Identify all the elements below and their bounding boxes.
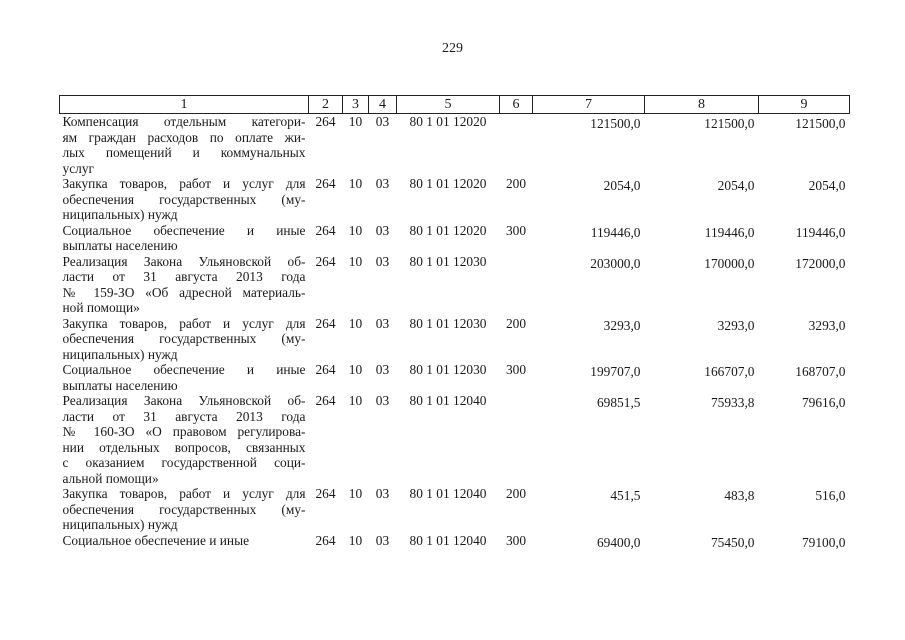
subsection-code: 03 bbox=[375, 362, 390, 377]
amount-year-1: 121500,0 bbox=[590, 116, 641, 131]
subsection-code: 03 bbox=[375, 393, 390, 408]
section-code: 10 bbox=[348, 222, 363, 238]
row-name-line: обеспечения государственных (му- bbox=[62, 501, 306, 517]
row-name bbox=[60, 533, 309, 554]
amount-year-1: 119446,0 bbox=[590, 224, 641, 240]
section-code: 10 bbox=[348, 393, 363, 408]
expense-type-code: 300 bbox=[505, 362, 527, 377]
table-row bbox=[60, 114, 850, 177]
target-article-code: 80 1 01 12020 bbox=[409, 114, 487, 129]
admin-code: 264 bbox=[315, 532, 336, 548]
column-header: 5 bbox=[397, 96, 500, 114]
target-article-code: 80 1 01 12040 bbox=[409, 486, 487, 501]
expense-type-code: 200 bbox=[505, 486, 527, 501]
target-article-code: 80 1 01 12030 bbox=[409, 362, 487, 377]
admin-code: 264 bbox=[315, 486, 336, 501]
amount-year-1: 2054,0 bbox=[603, 178, 641, 193]
subsection-code: 03 bbox=[375, 532, 390, 548]
column-header: 3 bbox=[343, 96, 369, 114]
section-code: 10 bbox=[348, 362, 363, 377]
expense-type-code bbox=[500, 254, 533, 316]
amount-year-1: 199707,0 bbox=[590, 364, 641, 379]
subsection-code: 03 bbox=[375, 486, 390, 501]
table-row bbox=[60, 176, 850, 223]
amount-year-1: 203000,0 bbox=[590, 255, 641, 271]
row-name bbox=[60, 114, 309, 177]
amount-year-3: 121500,0 bbox=[795, 116, 846, 131]
column-header: 6 bbox=[500, 96, 533, 114]
admin-code: 264 bbox=[315, 222, 336, 238]
row-name bbox=[60, 486, 309, 533]
column-header: 9 bbox=[759, 96, 850, 114]
admin-code: 264 bbox=[315, 315, 336, 331]
amount-year-1: 3293,0 bbox=[603, 317, 641, 333]
amount-year-2: 75450,0 bbox=[710, 534, 755, 550]
target-article-code: 80 1 01 12020 bbox=[409, 222, 487, 238]
row-name bbox=[60, 362, 309, 393]
row-name-line: Реализация Закона Ульяновской об- bbox=[62, 393, 306, 408]
table-row bbox=[60, 486, 850, 533]
admin-code: 264 bbox=[315, 253, 336, 269]
table-row bbox=[60, 316, 850, 363]
column-header: 8 bbox=[645, 96, 759, 114]
row-name-line: обеспечения государственных (му- bbox=[62, 331, 306, 346]
budget-table bbox=[59, 95, 850, 553]
row-name-line: Социальное обеспечение и иные bbox=[62, 532, 250, 548]
row-name bbox=[60, 254, 309, 316]
admin-code: 264 bbox=[315, 393, 336, 408]
row-name-line: с оказанием государственной соци- bbox=[62, 455, 306, 470]
row-name-line: Социальное обеспечение и иные bbox=[62, 222, 306, 238]
expense-type-code bbox=[500, 393, 533, 486]
table-body bbox=[60, 114, 850, 554]
row-name-line: ласти от 31 августа 2013 года bbox=[62, 269, 306, 284]
row-name-line: нии отдельных вопросов, связанных bbox=[62, 439, 306, 455]
expense-type-code: 200 bbox=[505, 176, 527, 191]
amount-year-2: 483,8 bbox=[724, 488, 755, 503]
amount-year-1: 451,5 bbox=[610, 488, 641, 503]
target-article-code: 80 1 01 12040 bbox=[409, 532, 487, 548]
amount-year-3: 79616,0 bbox=[801, 395, 846, 410]
subsection-code: 03 bbox=[375, 176, 390, 191]
row-name bbox=[60, 393, 309, 486]
amount-year-2: 75933,8 bbox=[710, 395, 755, 410]
column-header: 7 bbox=[533, 96, 645, 114]
amount-year-2: 3293,0 bbox=[717, 317, 755, 333]
row-name-line: выплаты населению bbox=[62, 377, 178, 393]
section-code: 10 bbox=[348, 176, 363, 191]
row-name bbox=[60, 316, 309, 363]
row-name bbox=[60, 176, 309, 223]
row-name-line: Реализация Закона Ульяновской об- bbox=[62, 253, 306, 269]
header-row bbox=[60, 96, 850, 114]
target-article-code: 80 1 01 12030 bbox=[409, 315, 487, 331]
row-name-line: услуг bbox=[62, 160, 95, 176]
subsection-code: 03 bbox=[375, 315, 390, 331]
column-header: 1 bbox=[60, 96, 309, 114]
row-name-line: Закупка товаров, работ и услуг для bbox=[62, 486, 306, 501]
admin-code: 264 bbox=[315, 176, 336, 191]
subsection-code: 03 bbox=[375, 253, 390, 269]
amount-year-3: 168707,0 bbox=[795, 364, 846, 379]
admin-code: 264 bbox=[315, 362, 336, 377]
amount-year-3: 172000,0 bbox=[795, 255, 846, 271]
expense-type-code bbox=[500, 114, 533, 177]
amount-year-1: 69851,5 bbox=[596, 395, 641, 410]
row-name-line: ласти от 31 августа 2013 года bbox=[62, 408, 306, 424]
page-number: 229 bbox=[442, 41, 463, 56]
expense-type-code: 300 bbox=[505, 222, 527, 238]
row-name-line: № 159-ЗО «Об адресной материаль- bbox=[62, 284, 306, 300]
row-name-line: лых помещений и коммунальных bbox=[62, 145, 306, 160]
row-name-line: ниципальных) нужд bbox=[62, 207, 178, 222]
table-row bbox=[60, 254, 850, 316]
row-name-line: ной помощи» bbox=[62, 300, 140, 315]
table-row bbox=[60, 223, 850, 254]
admin-code: 264 bbox=[315, 114, 336, 129]
expense-type-code: 300 bbox=[505, 532, 527, 548]
amount-year-3: 3293,0 bbox=[808, 317, 846, 333]
amount-year-2: 170000,0 bbox=[704, 255, 755, 271]
table-row bbox=[60, 533, 850, 554]
table-row bbox=[60, 393, 850, 486]
amount-year-2: 119446,0 bbox=[704, 224, 755, 240]
target-article-code: 80 1 01 12020 bbox=[409, 176, 487, 191]
target-article-code: 80 1 01 12040 bbox=[409, 393, 487, 408]
column-header: 2 bbox=[309, 96, 343, 114]
amount-year-3: 119446,0 bbox=[795, 224, 846, 240]
section-code: 10 bbox=[348, 315, 363, 331]
amount-year-1: 69400,0 bbox=[596, 534, 641, 550]
section-code: 10 bbox=[348, 486, 363, 501]
table-row bbox=[60, 362, 850, 393]
section-code: 10 bbox=[348, 532, 363, 548]
row-name-line: ниципальных) нужд bbox=[62, 517, 178, 532]
row-name-line: № 160-ЗО «О правовом регулирова- bbox=[62, 424, 306, 439]
row-name-line: Компенсация отдельным категори- bbox=[62, 114, 306, 129]
row-name-line: Закупка товаров, работ и услуг для bbox=[62, 315, 306, 331]
amount-year-2: 2054,0 bbox=[717, 178, 755, 193]
amount-year-3: 79100,0 bbox=[801, 534, 846, 550]
expense-type-code: 200 bbox=[505, 315, 527, 331]
row-name-line: обеспечения государственных (му- bbox=[62, 191, 306, 207]
target-article-code: 80 1 01 12030 bbox=[409, 253, 487, 269]
subsection-code: 03 bbox=[375, 222, 390, 238]
section-code: 10 bbox=[348, 114, 363, 129]
row-name-line: Социальное обеспечение и иные bbox=[62, 362, 306, 377]
row-name-line: Закупка товаров, работ и услуг для bbox=[62, 176, 306, 191]
section-code: 10 bbox=[348, 253, 363, 269]
amount-year-2: 166707,0 bbox=[704, 364, 755, 379]
row-name-line: ям граждан расходов по оплате жи- bbox=[62, 129, 306, 145]
subsection-code: 03 bbox=[375, 114, 390, 129]
amount-year-2: 121500,0 bbox=[704, 116, 755, 131]
row-name-line: выплаты населению bbox=[62, 238, 178, 253]
row-name-line: альной помощи» bbox=[62, 470, 159, 486]
amount-year-3: 516,0 bbox=[815, 488, 846, 503]
amount-year-3: 2054,0 bbox=[808, 178, 846, 193]
row-name bbox=[60, 223, 309, 254]
column-header: 4 bbox=[369, 96, 397, 114]
row-name-line: ниципальных) нужд bbox=[62, 346, 178, 362]
